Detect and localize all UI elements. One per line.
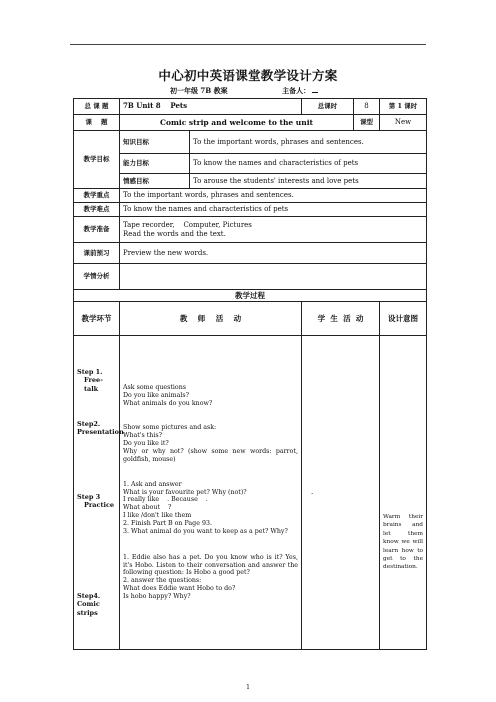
goal-row-knowledge (74, 131, 427, 154)
step-1-number: Step 1. (77, 367, 103, 376)
activity-line: What is your favourite pet? Why (not)? (123, 488, 247, 496)
step-3-number: Step 3 (77, 492, 101, 501)
preparation-row (74, 217, 427, 243)
period-value: 第 1 课时 (380, 99, 427, 115)
activity-line: Ask some questions (123, 383, 186, 391)
total-value: 8 (354, 99, 380, 115)
step-1-name (77, 368, 116, 393)
activity-line: 1. Ask and answer (123, 480, 182, 488)
topic-value: 7B Unit 8 Pets (120, 99, 302, 115)
activity-line: Do you like animals? (123, 391, 189, 399)
step-4-number: Step4. (77, 591, 101, 600)
activity-line: 3. What animal do you want to keep as a pet? Why? (123, 527, 288, 535)
process-title-row (74, 290, 427, 302)
goal-text: To the important words, phrases and sentences. (190, 131, 427, 154)
goal-type: 知识目标 (120, 131, 190, 154)
col-header-teacher: 教 师 活 动 (120, 302, 302, 336)
activity-line: 2. answer the questions: (123, 577, 202, 585)
author-blank (312, 92, 318, 93)
activity-line: Show some pictures and ask: (123, 424, 217, 432)
preparation-line: Tape recorder, Computer, Pictures (123, 220, 252, 229)
col-header-stage: 教学环节 (74, 302, 120, 336)
col-header-student: 学 生 活 动 (302, 302, 380, 336)
key-points-label: 教学重点 (74, 189, 120, 203)
step-4-activities (123, 554, 298, 601)
page-number: 1 (246, 684, 250, 691)
analysis-text (120, 264, 427, 290)
goal-type: 情感目标 (120, 174, 190, 189)
activity-line: Is hobo happy? Why? (123, 593, 191, 601)
preparation-text (120, 217, 427, 243)
step-1-activities (123, 384, 298, 408)
difficulty-text: To know the names and characteristics of pets (120, 203, 427, 217)
step-1-title: Free-talk (84, 376, 103, 393)
design-note: Warm their brains and let them know we will learn how to get to the destination. (383, 514, 424, 571)
lesson-value: Comic strip and welcome to the unit (120, 115, 354, 131)
activity-line: 1. Eddie also has a pet. Do you know who is it? Yes, it's Hobo. Listen to their conversation and answer the following question: Is Hobo a good pet? (123, 553, 299, 577)
activity-line: What about ? (123, 504, 172, 512)
activity-line: Why or why not? (show some new words: parrot, goldfish, mouse) (123, 448, 299, 463)
type-label: 课型 (354, 115, 380, 131)
lesson-label: 课 题 (74, 115, 120, 131)
col-header-design: 设计意图 (380, 302, 427, 336)
step-4-title: Comic strips (77, 600, 100, 617)
goal-row-ability (74, 154, 427, 174)
preparation-label: 教学准备 (74, 217, 120, 243)
lesson-row (74, 115, 427, 131)
preview-row (74, 243, 427, 264)
lesson-plan-table (73, 98, 427, 650)
student-activities-cell (302, 336, 380, 650)
goals-label: 教学目标 (74, 131, 120, 189)
key-points-text: To the important words, phrases and sentences. (120, 189, 427, 203)
step-2-number: Step2. (77, 420, 101, 428)
steps-stage-cell (74, 336, 124, 650)
header-rule (70, 44, 426, 45)
activity-line: I like /don't like them (123, 512, 192, 520)
activity-line: What's this? (123, 432, 162, 440)
activity-line: What animals do you know? (123, 399, 213, 407)
process-header-row (74, 302, 427, 336)
process-steps-row (74, 336, 427, 650)
goal-row-emotion (74, 174, 427, 189)
preview-label: 课前预习 (74, 243, 120, 264)
analysis-label: 学情分析 (74, 264, 120, 290)
process-title: 教学过程 (74, 290, 427, 302)
activity-line: Do you like it? (123, 440, 169, 448)
teacher-activities-cell (120, 336, 302, 650)
activity-line: What does Eddie want Hobo to do? (123, 585, 236, 593)
goal-text: To arouse the students' interests and love pets (190, 174, 427, 189)
step-2-name (77, 420, 124, 437)
student-mark: . (311, 488, 314, 496)
author-label: 主备人： (282, 86, 311, 95)
step-3-activities (123, 481, 298, 536)
key-points-row (74, 189, 427, 203)
design-intent-cell (380, 336, 427, 650)
activity-line: I really like . Because . (123, 496, 208, 504)
analysis-row (74, 264, 427, 290)
page-title: 中心初中英语课堂教学设计方案 (158, 68, 338, 83)
topic-row (74, 99, 427, 115)
goal-text: To know the names and characteristics of pets (190, 154, 427, 174)
total-label: 总课时 (302, 99, 354, 115)
type-value: New (380, 115, 427, 131)
subtitle (170, 86, 318, 96)
difficulty-label: 教学难点 (74, 203, 120, 217)
step-3-title: Practice (84, 501, 115, 510)
step-4-name (77, 592, 116, 617)
preparation-line: Read the words and the text. (123, 229, 226, 238)
activity-line: 2. Finish Part B on Page 93. (123, 520, 212, 528)
goal-type: 能力目标 (120, 154, 190, 174)
topic-label: 总 课 题 (74, 99, 120, 115)
step-2-activities (123, 424, 298, 463)
step-2-title: Presentation (77, 428, 124, 437)
difficulty-row (74, 203, 427, 217)
preview-text: Preview the new words. (120, 243, 427, 264)
grade-label: 初一年级 7B 教案 (170, 86, 228, 95)
step-3-name (77, 493, 116, 510)
